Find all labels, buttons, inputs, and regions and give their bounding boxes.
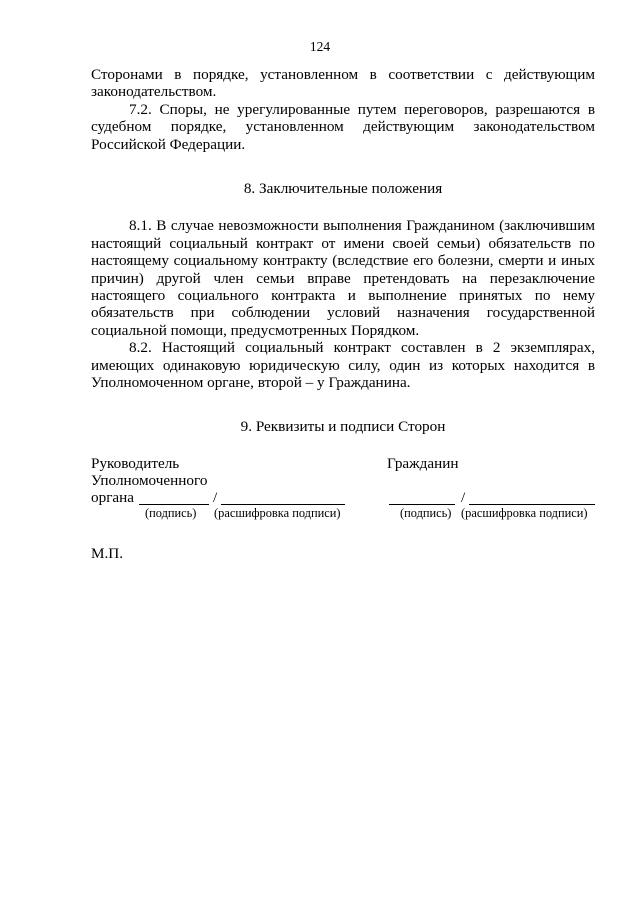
left-party-title-3: органа [91, 488, 135, 506]
left-party-title: Руководитель [91, 454, 180, 472]
paragraph-continuation: Сторонами в порядке, установленном в соответствии с действующим законодательством. [91, 66, 595, 101]
right-caption-signature: (подпись) [400, 505, 452, 520]
left-party-title-2: Уполномоченного [91, 471, 208, 489]
right-party-title: Гражданин [387, 454, 459, 472]
right-decoding-line [469, 489, 595, 505]
left-slash: / [213, 488, 218, 506]
left-decoding-line [221, 489, 345, 505]
right-caption-decoding: (расшифровка подписи) [461, 505, 588, 520]
section-heading-8: 8. Заключительные положения [243, 180, 443, 198]
signature-block [91, 455, 595, 525]
left-caption-decoding: (расшифровка подписи) [214, 505, 341, 520]
section-heading-9: 9. Реквизиты и подписи Сторон [240, 417, 446, 435]
stamp-label: М.П. [91, 544, 124, 562]
right-signature-line [389, 489, 455, 505]
paragraph-8-1: 8.1. В случае невозможности выполнения Гражданином (заключившим настоящий социальный контракт от имени своей семьи) обязательств по настоящему социальному контракту (вследствие его болезни, смерти и иных причин) другой член семьи вправе претендовать на перезаключение настоящего социального контракта и выполнение принятых по нему обязательств при соблюдении условий назначения государственной социальной помощи, предусмотренных Порядком. [91, 217, 595, 339]
left-signature-line [139, 489, 209, 505]
paragraph-7-2: 7.2. Споры, не урегулированные путем переговоров, разрешаются в судебном порядке, установленном действующим законодательством Российской Федерации. [91, 100, 595, 153]
paragraph-8-2: 8.2. Настоящий социальный контракт составлен в 2 экземплярах, имеющих одинаковую юридическую силу, один из которых находится в Уполномоченном органе, второй – у Гражданина. [91, 339, 595, 392]
left-caption-signature: (подпись) [145, 505, 197, 520]
page-number: 124 [309, 39, 331, 54]
document-body [91, 66, 595, 562]
right-slash: / [461, 488, 466, 506]
